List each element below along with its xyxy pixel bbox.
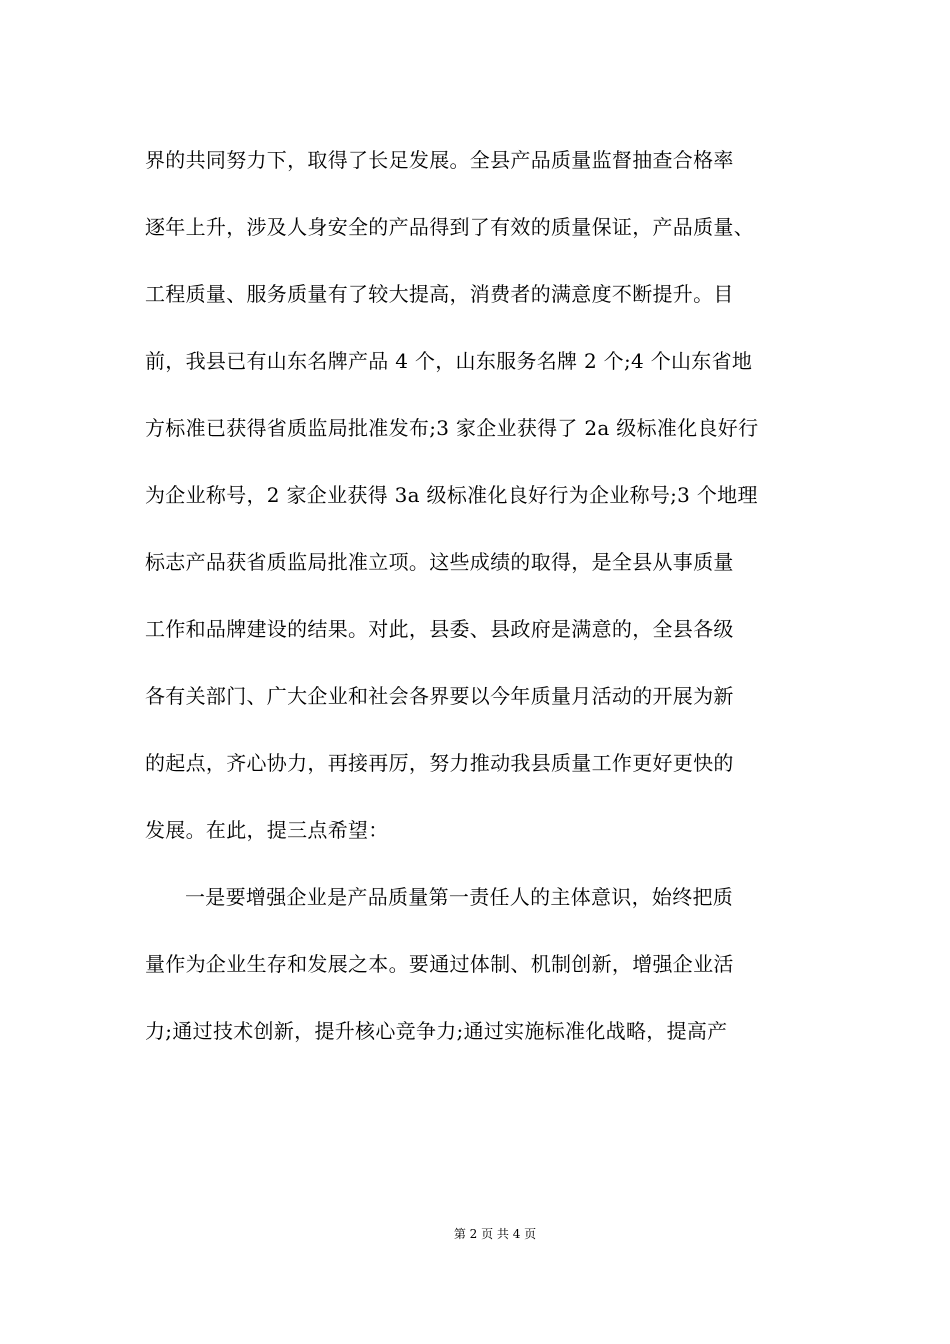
- text-line: 前，我县已有山东名牌产品 4 个，山东服务名牌 2 个;4 个山东省地: [145, 349, 753, 373]
- text-line: 工作和品牌建设的结果。对此，县委、县政府是满意的，全县各级: [145, 617, 734, 641]
- text-line: 方标准已获得省质监局批准发布;3 家企业获得了 2a 级标准化良好行: [145, 416, 759, 440]
- text-line: 标志产品获省质监局批准立项。这些成绩的取得，是全县从事质量: [145, 550, 734, 574]
- text-line: 各有关部门、广大企业和社会各界要以今年质量月活动的开展为新: [145, 684, 734, 708]
- text-line: 量作为企业生存和发展之本。要通过体制、机制创新，增强企业活: [145, 952, 734, 976]
- text-line: 界的共同努力下，取得了长足发展。全县产品质量监督抽查合格率: [145, 148, 734, 172]
- text-line: 力;通过技术创新，提升核心竞争力;通过实施标准化战略，提高产: [145, 1019, 728, 1043]
- page-number-footer: 第 2 页 共 4 页: [453, 1227, 537, 1241]
- paragraph-first-line: 一是要增强企业是产品质量第一责任人的主体意识，始终把质: [185, 885, 734, 909]
- text-line: 发展。在此，提三点希望：: [145, 818, 389, 842]
- text-line: 逐年上升，涉及人身安全的产品得到了有效的质量保证，产品质量、: [145, 215, 754, 239]
- text-line: 工程质量、服务质量有了较大提高，消费者的满意度不断提升。目: [145, 282, 734, 306]
- text-line: 为企业称号，2 家企业获得 3a 级标准化良好行为企业称号;3 个地理: [145, 483, 758, 507]
- text-line: 的起点，齐心协力，再接再厉，努力推动我县质量工作更好更快的: [145, 751, 734, 775]
